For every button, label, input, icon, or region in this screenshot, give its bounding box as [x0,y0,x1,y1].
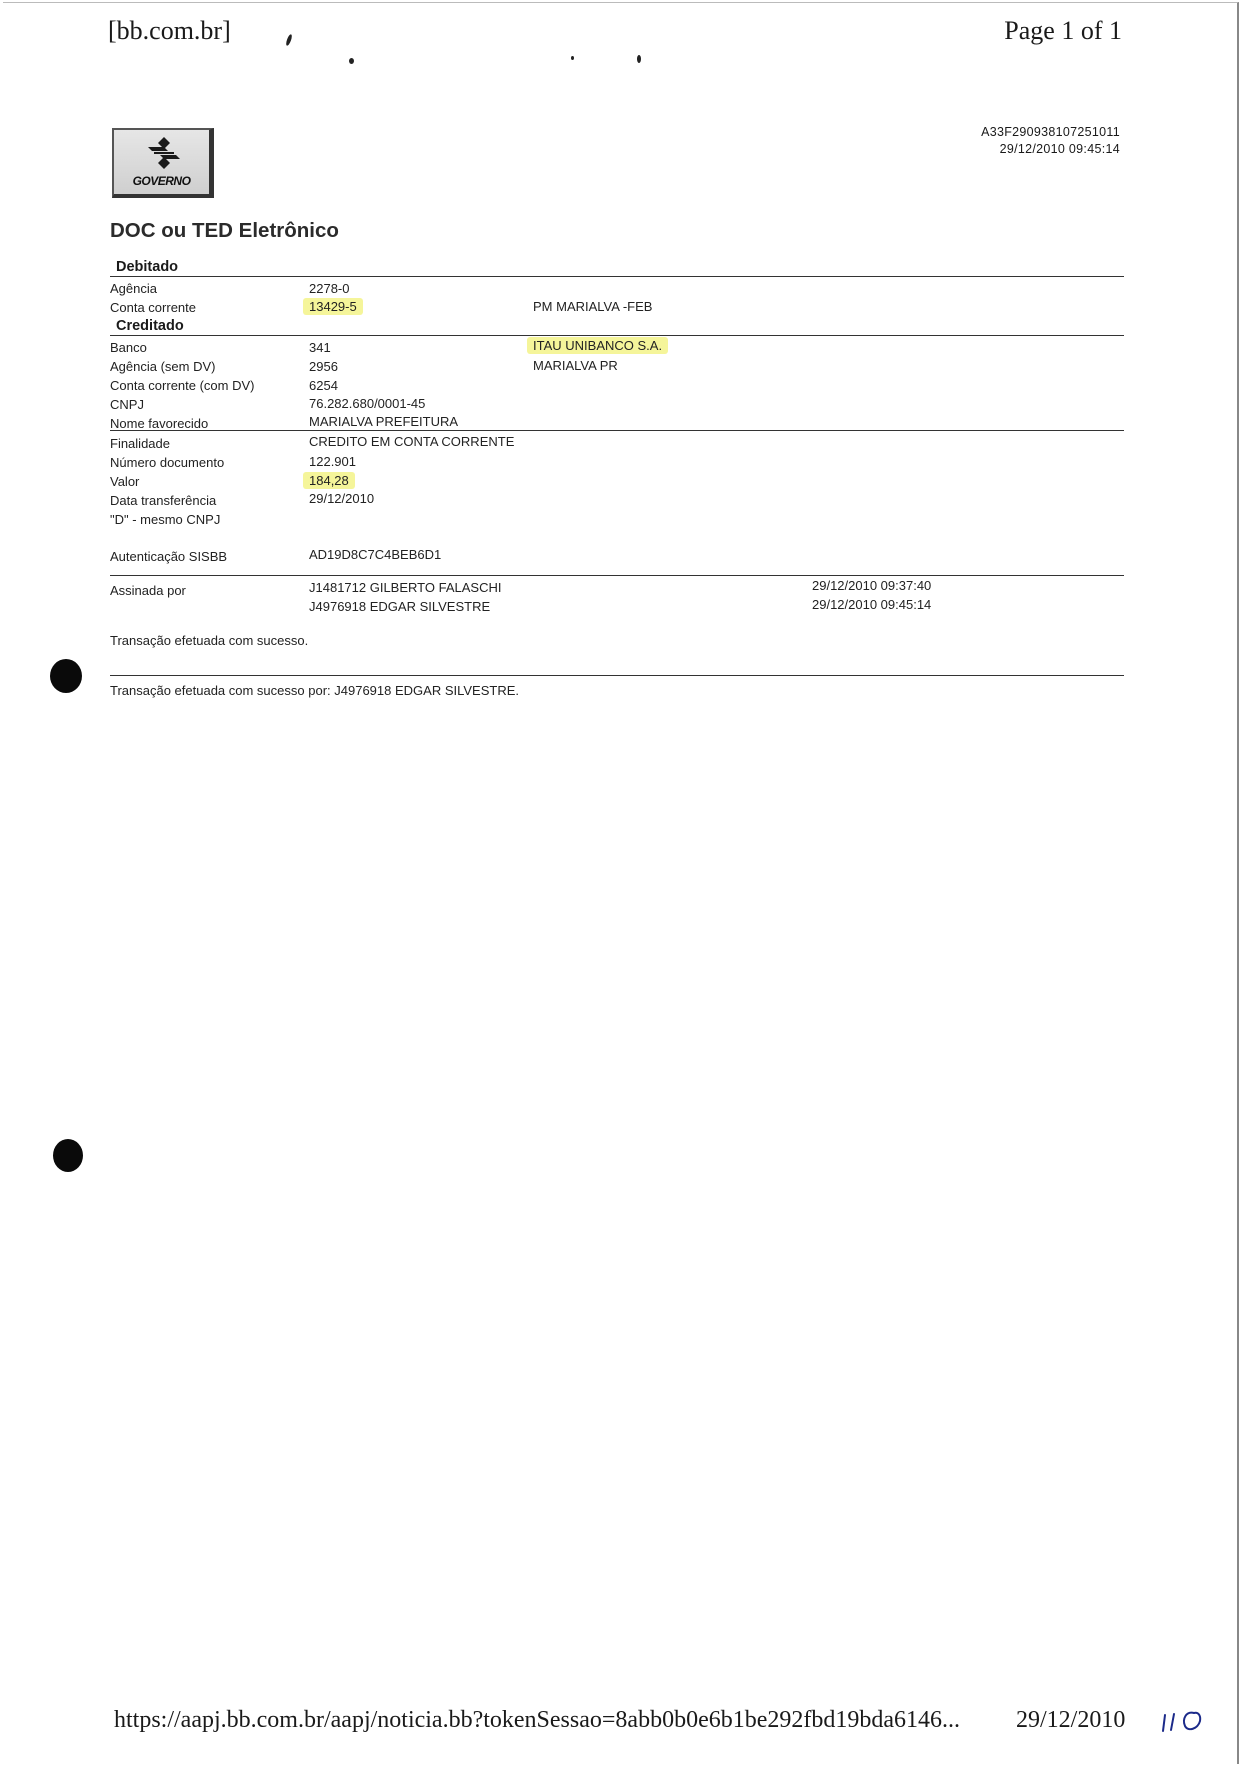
signer-name: J4976918 EDGAR SILVESTRE [309,599,491,614]
section-creditado-heading: Creditado [116,318,184,334]
transaction-code: A33F290938107251011 [981,125,1120,139]
status-message: Transação efetuada com sucesso. [110,633,309,648]
transaction-datetime: 29/12/2010 09:45:14 [999,142,1120,156]
final-status-message: Transação efetuada com sucesso por: J4976918 EDGAR SILVESTRE. [110,683,519,698]
field-label: Valor [110,474,140,489]
field-extra: MARIALVA PR [533,358,618,373]
field-extra: PM MARIALVA -FEB [533,299,653,314]
field-value: 6254 [309,378,338,393]
logo-text: GOVERNO [132,174,191,188]
field-label: Nome favorecido [110,416,209,431]
field-label: Conta corrente [110,300,196,315]
divider [110,675,1124,676]
print-footer-date: 29/12/2010 [1016,1707,1126,1733]
field-value: CREDITO EM CONTA CORRENTE [309,434,515,449]
scan-speck [349,58,354,64]
print-header-site: [bb.com.br] [108,16,231,45]
scan-speck [637,55,641,63]
page-title: DOC ou TED Eletrônico [110,219,339,242]
signer-name: J1481712 GILBERTO FALASCHI [309,580,502,595]
bb-logo-icon [144,136,184,170]
field-label: Conta corrente (com DV) [110,378,255,393]
field-value: 341 [309,340,331,355]
field-label: Finalidade [110,436,170,451]
field-value: 2956 [309,359,338,374]
field-extra-highlighted: ITAU UNIBANCO S.A. [527,337,668,354]
print-footer-url: https://aapj.bb.com.br/aapj/noticia.bb?tokenSessao=8abb0b0e6b1be292fbd19bda6146... [114,1707,961,1733]
punch-hole [50,659,82,693]
auth-label: Autenticação SISBB [110,549,228,564]
divider [110,430,1124,431]
divider [110,276,1124,277]
signer-datetime: 29/12/2010 09:45:14 [812,597,932,612]
field-label: Número documento [110,455,225,470]
signer-datetime: 29/12/2010 09:37:40 [812,578,932,593]
field-label: Data transferência [110,493,217,508]
field-value: 76.282.680/0001-45 [309,396,426,411]
field-label: CNPJ [110,397,144,412]
field-label: Agência [110,281,157,296]
scan-speck [571,56,574,60]
punch-hole [53,1139,83,1172]
handwritten-page-number [1160,1705,1210,1741]
auth-value: AD19D8C7C4BEB6D1 [309,547,442,562]
scan-speck [285,34,293,47]
field-value: MARIALVA PREFEITURA [309,414,459,429]
field-value-highlighted: 184,28 [303,472,355,489]
field-value-highlighted: 13429-5 [303,298,363,315]
field-label: Agência (sem DV) [110,359,216,374]
field-label: "D" - mesmo CNPJ [110,512,221,527]
signatures-label: Assinada por [110,583,186,598]
field-value: 122.901 [309,454,356,469]
section-debitado-heading: Debitado [116,259,179,275]
transaction-meta [981,124,1120,158]
divider [110,335,1124,336]
field-value: 2278-0 [309,281,350,296]
field-value: 29/12/2010 [309,491,375,506]
divider [110,575,1124,576]
bank-logo [112,128,214,198]
print-header-page: Page 1 of 1 [1004,16,1122,45]
page-border [3,2,1239,1764]
field-label: Banco [110,340,147,355]
